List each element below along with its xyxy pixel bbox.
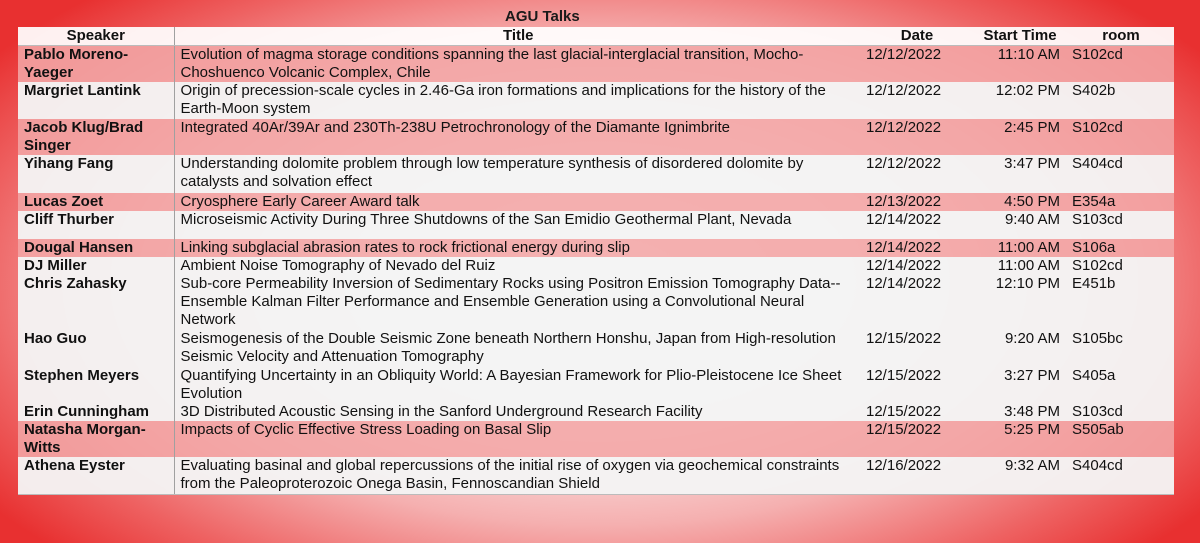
start-time-cell: 9:20 AM [972,330,1068,367]
schedule-sheet [18,7,1174,495]
title-cell: Integrated 40Ar/39Ar and 230Th-238U Petrochronology of the Diamante Ignimbrite [174,119,862,155]
start-time-cell: 4:50 PM [972,193,1068,211]
speaker-cell: Stephen Meyers [18,367,174,403]
start-time-cell: 2:45 PM [972,119,1068,155]
speaker-cell: Athena Eyster [18,457,174,494]
table-row [18,155,1174,193]
room-cell: S106a [1068,239,1174,257]
start-time-cell: 5:25 PM [972,421,1068,457]
table-row [18,257,1174,275]
title-cell: Origin of precession-scale cycles in 2.46-Ga iron formations and implications for the history of the Earth-Moon system [174,82,862,119]
start-time-cell: 3:47 PM [972,155,1068,193]
date-cell: 12/13/2022 [862,193,972,211]
start-time-cell: 9:40 AM [972,211,1068,239]
date-cell: 12/12/2022 [862,155,972,193]
title-cell: Evaluating basinal and global repercussions of the initial rise of oxygen via geochemical constraints from the Paleoproterozoic Onega Basin, Fennoscandian Shield [174,457,862,494]
start-time-cell: 12:10 PM [972,275,1068,330]
speaker-cell: Erin Cunningham [18,403,174,421]
table-row [18,239,1174,257]
date-cell: 12/16/2022 [862,457,972,494]
title-cell: Cryosphere Early Career Award talk [174,193,862,211]
column-header-title: Title [174,27,862,46]
talks-table [18,27,1174,495]
table-row [18,330,1174,367]
column-header-speaker: Speaker [18,27,174,46]
room-cell: E354a [1068,193,1174,211]
column-header-room: room [1068,27,1174,46]
table-row [18,421,1174,457]
date-cell: 12/12/2022 [862,46,972,83]
title-cell: Understanding dolomite problem through low temperature synthesis of disordered dolomite by catalysts and solvation effect [174,155,862,193]
date-cell: 12/15/2022 [862,421,972,457]
start-time-cell: 3:27 PM [972,367,1068,403]
table-row [18,275,1174,330]
room-cell: E451b [1068,275,1174,330]
speaker-cell: Margriet Lantink [18,82,174,119]
date-cell: 12/14/2022 [862,275,972,330]
column-header-start-time: Start Time [972,27,1068,46]
speaker-cell: Jacob Klug/Brad Singer [18,119,174,155]
title-cell: Linking subglacial abrasion rates to rock frictional energy during slip [174,239,862,257]
speaker-cell: Chris Zahasky [18,275,174,330]
room-cell: S404cd [1068,155,1174,193]
title-cell: Impacts of Cyclic Effective Stress Loading on Basal Slip [174,421,862,457]
speaker-cell: Pablo Moreno-Yaeger [18,46,174,83]
date-cell: 12/12/2022 [862,82,972,119]
room-cell: S405a [1068,367,1174,403]
start-time-cell: 11:00 AM [972,239,1068,257]
start-time-cell: 11:10 AM [972,46,1068,83]
table-row [18,367,1174,403]
title-cell: Microseismic Activity During Three Shutdowns of the San Emidio Geothermal Plant, Nevada [174,211,862,239]
speaker-cell: Natasha Morgan-Witts [18,421,174,457]
table-row [18,82,1174,119]
date-cell: 12/12/2022 [862,119,972,155]
table-row [18,457,1174,494]
title-cell: Ambient Noise Tomography of Nevado del Ruiz [174,257,862,275]
table-row [18,211,1174,239]
speaker-cell: DJ Miller [18,257,174,275]
speaker-cell: Yihang Fang [18,155,174,193]
table-row [18,193,1174,211]
title-cell: Seismogenesis of the Double Seismic Zone beneath Northern Honshu, Japan from High-resolution Seismic Velocity and Attenuation Tomography [174,330,862,367]
start-time-cell: 9:32 AM [972,457,1068,494]
table-row [18,119,1174,155]
speaker-cell: Hao Guo [18,330,174,367]
table-row [18,46,1174,83]
room-cell: S105bc [1068,330,1174,367]
date-cell: 12/15/2022 [862,403,972,421]
speaker-cell: Cliff Thurber [18,211,174,239]
room-cell: S102cd [1068,257,1174,275]
title-cell: Sub-core Permeability Inversion of Sedimentary Rocks using Positron Emission Tomography Data--Ensemble Kalman Filter Performance and Ensemble Generation using a Convolutional Neural Network [174,275,862,330]
speaker-cell: Lucas Zoet [18,193,174,211]
start-time-cell: 3:48 PM [972,403,1068,421]
date-cell: 12/14/2022 [862,211,972,239]
date-cell: 12/15/2022 [862,330,972,367]
title-cell: Quantifying Uncertainty in an Obliquity World: A Bayesian Framework for Plio-Pleistocene Ice Sheet Evolution [174,367,862,403]
sheet-heading: AGU Talks [505,8,580,25]
header-row [18,27,1174,46]
room-cell: S505ab [1068,421,1174,457]
date-cell: 12/15/2022 [862,367,972,403]
room-cell: S402b [1068,82,1174,119]
room-cell: S103cd [1068,211,1174,239]
column-header-date: Date [862,27,972,46]
title-cell: 3D Distributed Acoustic Sensing in the Sanford Underground Research Facility [174,403,862,421]
table-row [18,403,1174,421]
room-cell: S102cd [1068,119,1174,155]
date-cell: 12/14/2022 [862,239,972,257]
title-cell: Evolution of magma storage conditions spanning the last glacial-interglacial transition, Mocho-Choshuenco Volcanic Complex, Chile [174,46,862,83]
start-time-cell: 12:02 PM [972,82,1068,119]
start-time-cell: 11:00 AM [972,257,1068,275]
speaker-cell: Dougal Hansen [18,239,174,257]
date-cell: 12/14/2022 [862,257,972,275]
room-cell: S404cd [1068,457,1174,494]
room-cell: S102cd [1068,46,1174,83]
room-cell: S103cd [1068,403,1174,421]
